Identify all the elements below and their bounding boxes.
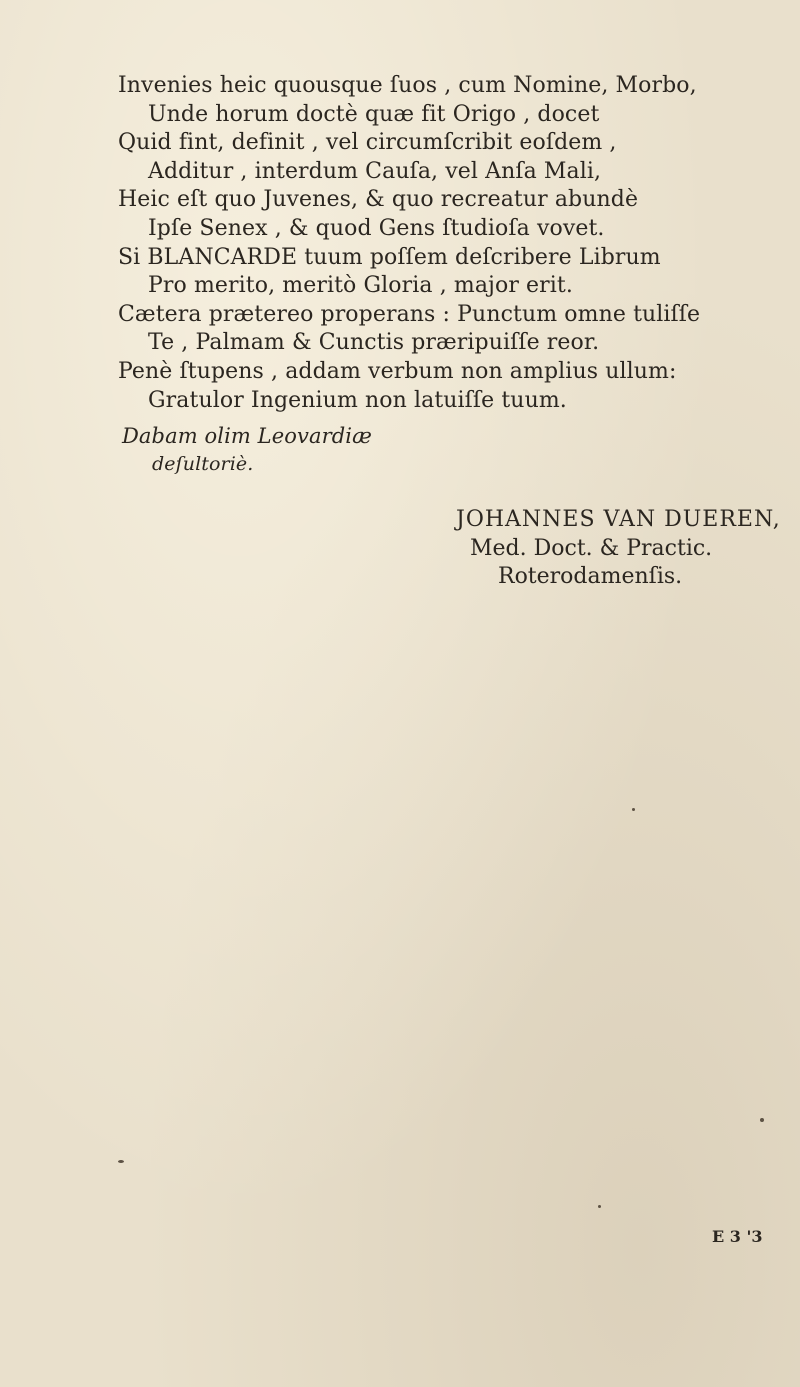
verse-line-5: Heic eſt quo Juvenes, & quo recreatur abundè (118, 187, 639, 213)
signature-mark: E 3 '3 (712, 1227, 763, 1246)
verse-line-3: Quid fint, definit , vel circumſcribit eoſdem , (118, 130, 617, 156)
verse-line-2: Unde horum doctè quæ fit Origo , docet (148, 101, 600, 127)
author-title: Med. Doct. & Practic. (470, 536, 713, 561)
dedication-line-2: deſultoriè. (152, 453, 254, 475)
dedication-line-1: Dabam olim Leovardiæ (122, 424, 372, 448)
verse-line-7: Si BLANCARDE tuum poſſem deſcribere Librum (118, 244, 661, 270)
paper-speck (760, 1118, 764, 1122)
author-city: Roterodamenſis. (498, 564, 683, 589)
author-name: JOHANNES VAN DUEREN, (456, 507, 781, 532)
verse-line-11: Penè ſtupens , addam verbum non amplius ullum: (118, 358, 677, 384)
paper-speck (118, 1160, 124, 1163)
dedication-note (122, 422, 482, 478)
verse-line-10: Te , Palmam & Cunctis præripuiſſe reor. (148, 330, 600, 356)
verse-line-1: Invenies heic quousque ſuos , cum Nomine, Morbo, (118, 73, 697, 98)
verse-line-4: Additur , interdum Cauſa, vel Anſa Mali, (148, 158, 602, 184)
verse-line-12: Gratulor Ingenium non latuiſſe tuum. (148, 387, 567, 413)
paper-speck (598, 1205, 601, 1208)
verse-line-8: Pro merito, meritò Gloria , major erit. (148, 273, 573, 299)
poem-verse (118, 72, 758, 415)
verse-line-6: Ipſe Senex , & quod Gens ſtudioſa vovet. (148, 215, 605, 241)
paper-speck (632, 808, 635, 811)
verse-line-9: Cætera prætereo properans : Punctum omne tuliſſe (118, 301, 701, 327)
author-signature (456, 505, 781, 591)
